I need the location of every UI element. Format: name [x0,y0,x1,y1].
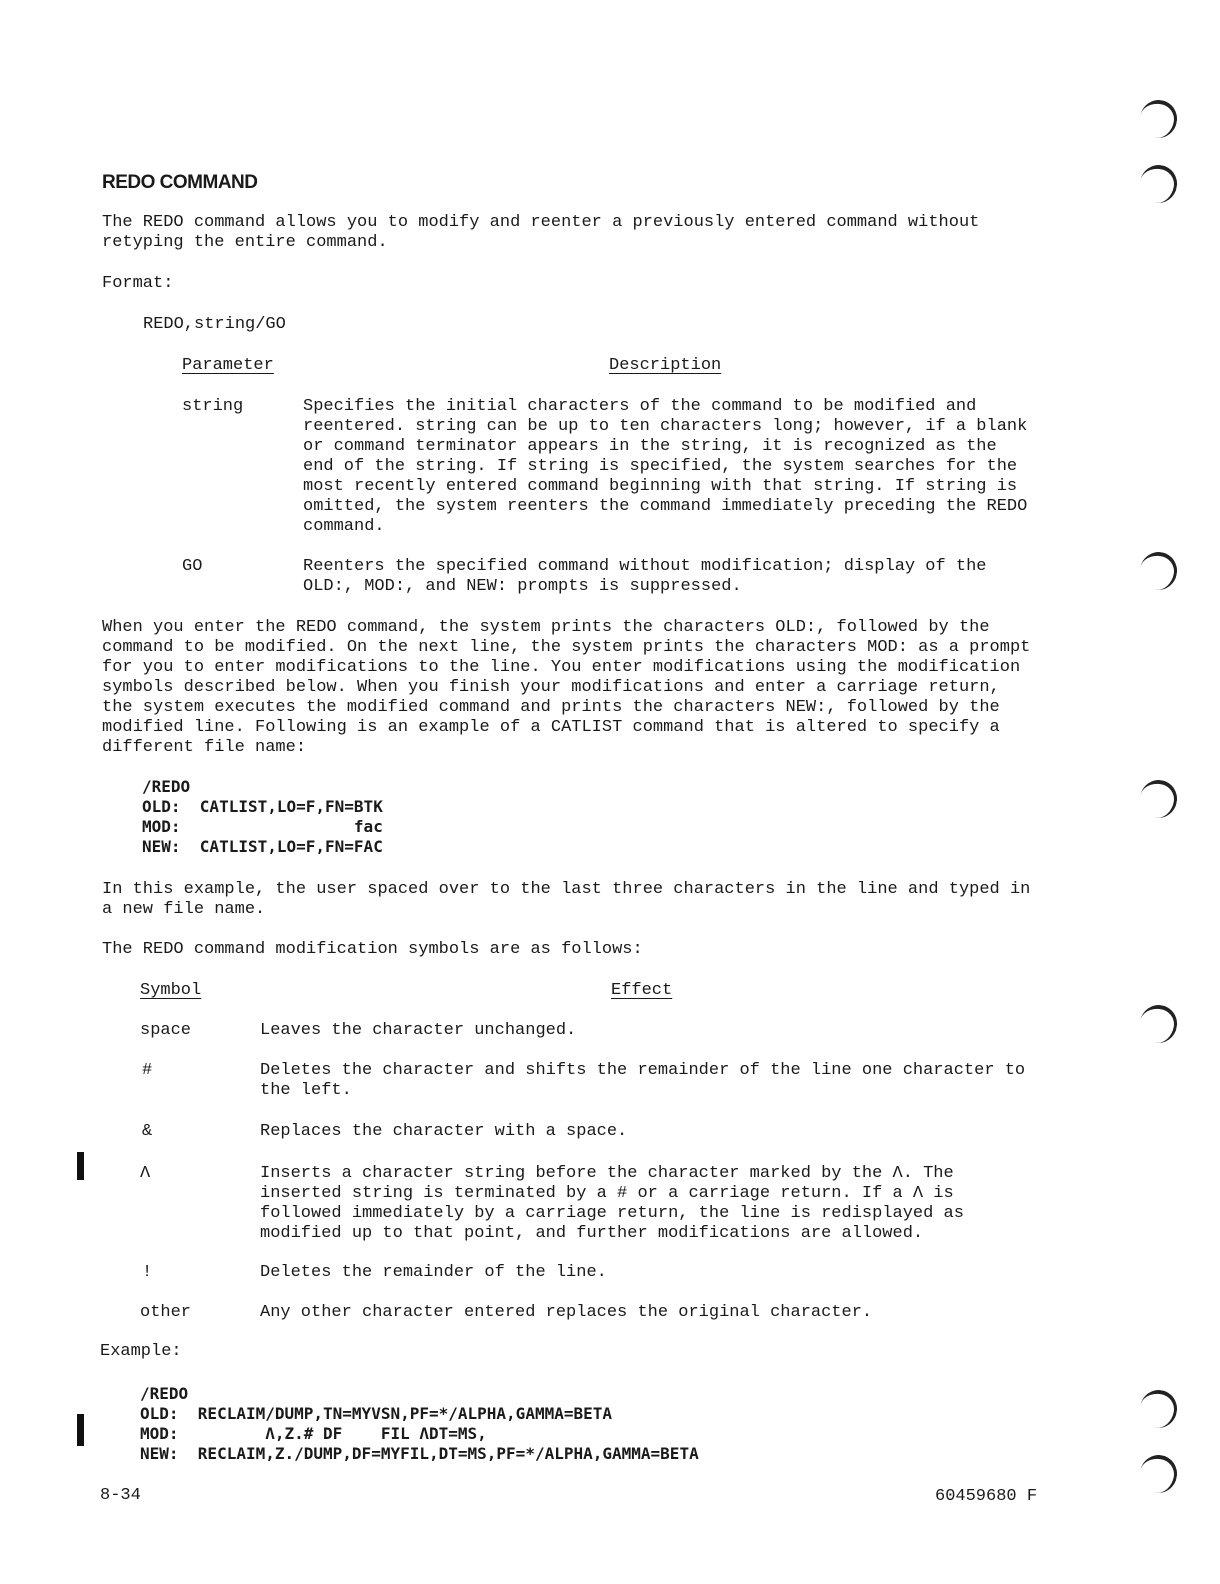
symbol-name: Λ [140,1164,151,1183]
body-paragraph-symbols-intro: The REDO command modification symbols are as follows: [102,940,643,959]
param-desc-string: Specifies the initial characters of the command to be modified and reentered. string can be up to ten characters long; however, if a blank or command terminator appears in the string, it is recognized as the end of the string. If string is specified, the system searches for the most recently entered command beginning with that string. If string is omitted, the system reenters the command immediately preceding the REDO command. [303,397,1028,536]
symbol-name: other [140,1303,192,1322]
symbol-name: # [142,1061,153,1080]
symbol-effect: Deletes the character and shifts the remainder of the line one character to the left. [260,1061,1026,1100]
example-code-line: OLD: CATLIST,LO=F,FN=BTK [142,797,383,816]
binder-hole-mark [1137,1002,1180,1046]
symbol-col-header-effect: Effect [611,981,673,1000]
format-label: Format: [102,274,174,293]
example-code-line: /REDO [142,777,191,796]
binder-hole-mark [1137,97,1180,141]
symbol-name: space [140,1021,192,1040]
change-bar [77,1414,84,1446]
page-heading: REDO COMMAND [102,172,258,193]
example-code-line: NEW: CATLIST,LO=F,FN=FAC [142,837,383,856]
symbol-effect: Inserts a character string before the character marked by the Λ. The inserted string is terminated by a # or a carriage return. If a Λ is followed immediately by a carriage return, the line is redisplayed as modified up to that point, and further modifications are allowed. [260,1164,964,1243]
symbol-effect: Deletes the remainder of the line. [260,1263,607,1282]
binder-hole-mark [1137,1387,1180,1431]
symbol-name: & [142,1122,153,1141]
param-desc-go: Reenters the specified command without modification; display of the OLD:, MOD:, and NEW: prompts is suppressed. [303,557,987,596]
binder-hole-mark [1137,1452,1180,1496]
format-syntax: REDO,string/GO [143,315,286,334]
example-code-line: MOD: Λ,Z.# DF FIL ΛDT=MS, [140,1424,487,1443]
change-bar [77,1152,84,1180]
binder-hole-mark [1137,549,1180,593]
document-number: 60459680 F [935,1487,1038,1506]
page-number: 8-34 [100,1486,141,1505]
param-col-header-parameter: Parameter [182,356,274,375]
example-code-line: OLD: RECLAIM/DUMP,TN=MYVSN,PF=*/ALPHA,GAMMA=BETA [140,1404,613,1423]
symbol-effect: Leaves the character unchanged. [260,1021,577,1040]
intro-paragraph: The REDO command allows you to modify and reenter a previously entered command without retyping the entire command. [102,213,980,252]
body-paragraph-redo-explanation: When you enter the REDO command, the system prints the characters OLD:, followed by the command to be modified. On the next line, the system prints the characters MOD: as a prompt for you to enter modifications to the line. You enter modifications using the modification symbols described below. When you finish your modifications and enter a carriage return, the system executes the modified command and prints the characters NEW:, followed by the modified line. Following is an example of a CATLIST command that is altered to specify a different file name: [102,618,1031,757]
param-name-string: string [182,397,244,416]
binder-hole-mark [1137,162,1180,206]
example-code-line: MOD: fac [142,817,383,836]
symbol-col-header-symbol: Symbol [140,981,202,1000]
body-paragraph-example-note: In this example, the user spaced over to the last three characters in the line and typed in a new file name. [102,880,1031,919]
example-code-line: /REDO [140,1384,189,1403]
binder-hole-mark [1137,777,1180,821]
symbol-name: ! [142,1263,153,1282]
example-label: Example: [100,1342,182,1361]
param-name-go: GO [182,557,203,576]
symbol-effect: Replaces the character with a space. [260,1122,628,1141]
example-code-line: NEW: RECLAIM,Z./DUMP,DF=MYFIL,DT=MS,PF=*/ALPHA,GAMMA=BETA [140,1444,699,1463]
param-col-header-description: Description [609,356,722,375]
symbol-effect: Any other character entered replaces the original character. [260,1303,873,1322]
